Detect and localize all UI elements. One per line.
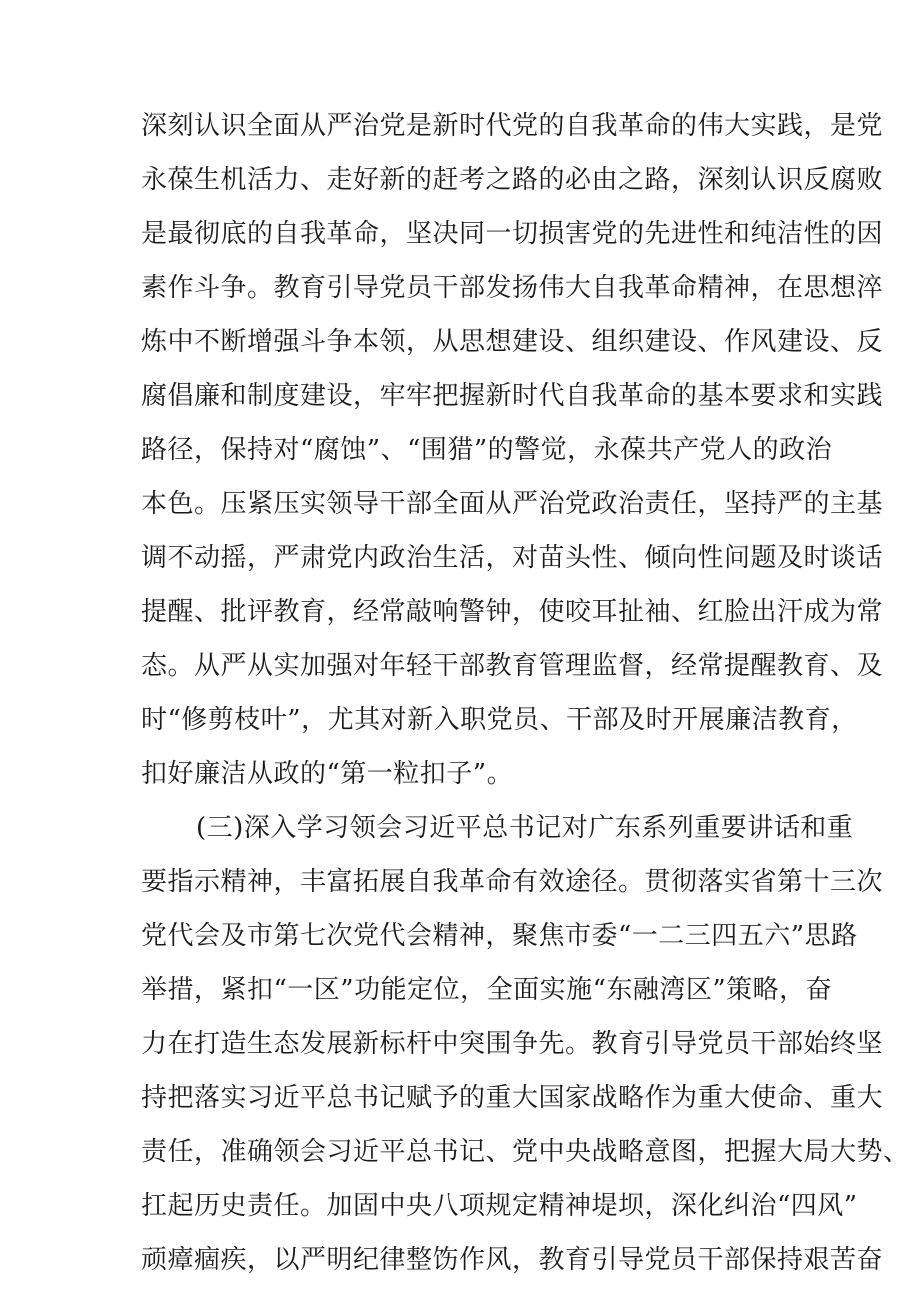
text-line: 时“修剪枝叶”，尤其对新入职党员、干部及时开展廉洁教育，	[141, 705, 858, 735]
text-line: 提醒、批评教育，经常敲响警钟，使咬耳扯袖、红脸出汗成为常	[141, 597, 884, 627]
text-line: 扛起历史责任。加固中央八项规定精神堤坝，深化纠治“四风”	[141, 1191, 858, 1221]
text-line: 责任，准确领会习近平总书记、党中央战略意图，把握大局大势、	[141, 1137, 910, 1167]
text-line: 调不动摇，严肃党内政治生活，对苗头性、倾向性问题及时谈话	[141, 543, 884, 573]
text-line: 永葆生机活力、走好新的赶考之路的必由之路，深刻认识反腐败	[141, 165, 884, 195]
text-line: 本色。压紧压实领导干部全面从严治党政治责任，坚持严的主基	[141, 489, 884, 519]
text-line: 腐倡廉和制度建设，牢牢把握新时代自我革命的基本要求和实践	[141, 381, 884, 411]
text-line: 态。从严从实加强对年轻干部教育管理监督，经常提醒教育、及	[141, 651, 884, 681]
text-line: 举措，紧扣“一区”功能定位，全面实施“东融湾区”策略，奋	[141, 975, 833, 1005]
text-line: 扣好廉洁从政的“第一粒扣子”。	[141, 759, 514, 789]
text-line: 炼中不断增强斗争本领，从思想建设、组织建设、作风建设、反	[141, 327, 884, 357]
text-line: 力在打造生态发展新标杆中突围争先。教育引导党员干部始终坚	[141, 1029, 884, 1059]
text-line: 深刻认识全面从严治党是新时代党的自我革命的伟大实践，是党	[141, 111, 884, 141]
section-heading-line: (三)深入学习领会习近平总书记对广东系列重要讲话和重	[196, 813, 854, 843]
text-line: 党代会及市第七次党代会精神，聚焦市委“一二三四五六”思路	[141, 921, 858, 951]
text-line: 素作斗争。教育引导党员干部发扬伟大自我革命精神，在思想淬	[141, 273, 884, 303]
text-line: 是最彻底的自我革命，坚决同一切损害党的先进性和纯洁性的因	[141, 219, 884, 249]
text-line: 路径，保持对“腐蚀”、“围猎”的警觉，永葆共产党人的政治	[141, 435, 833, 465]
text-line: 持把落实习近平总书记赋予的重大国家战略作为重大使命、重大	[141, 1083, 884, 1113]
text-line: 顽瘴痼疾，以严明纪律整饬作风，教育引导党员干部保持艰苦奋	[141, 1245, 884, 1275]
text-line: 要指示精神，丰富拓展自我革命有效途径。贯彻落实省第十三次	[141, 867, 884, 897]
